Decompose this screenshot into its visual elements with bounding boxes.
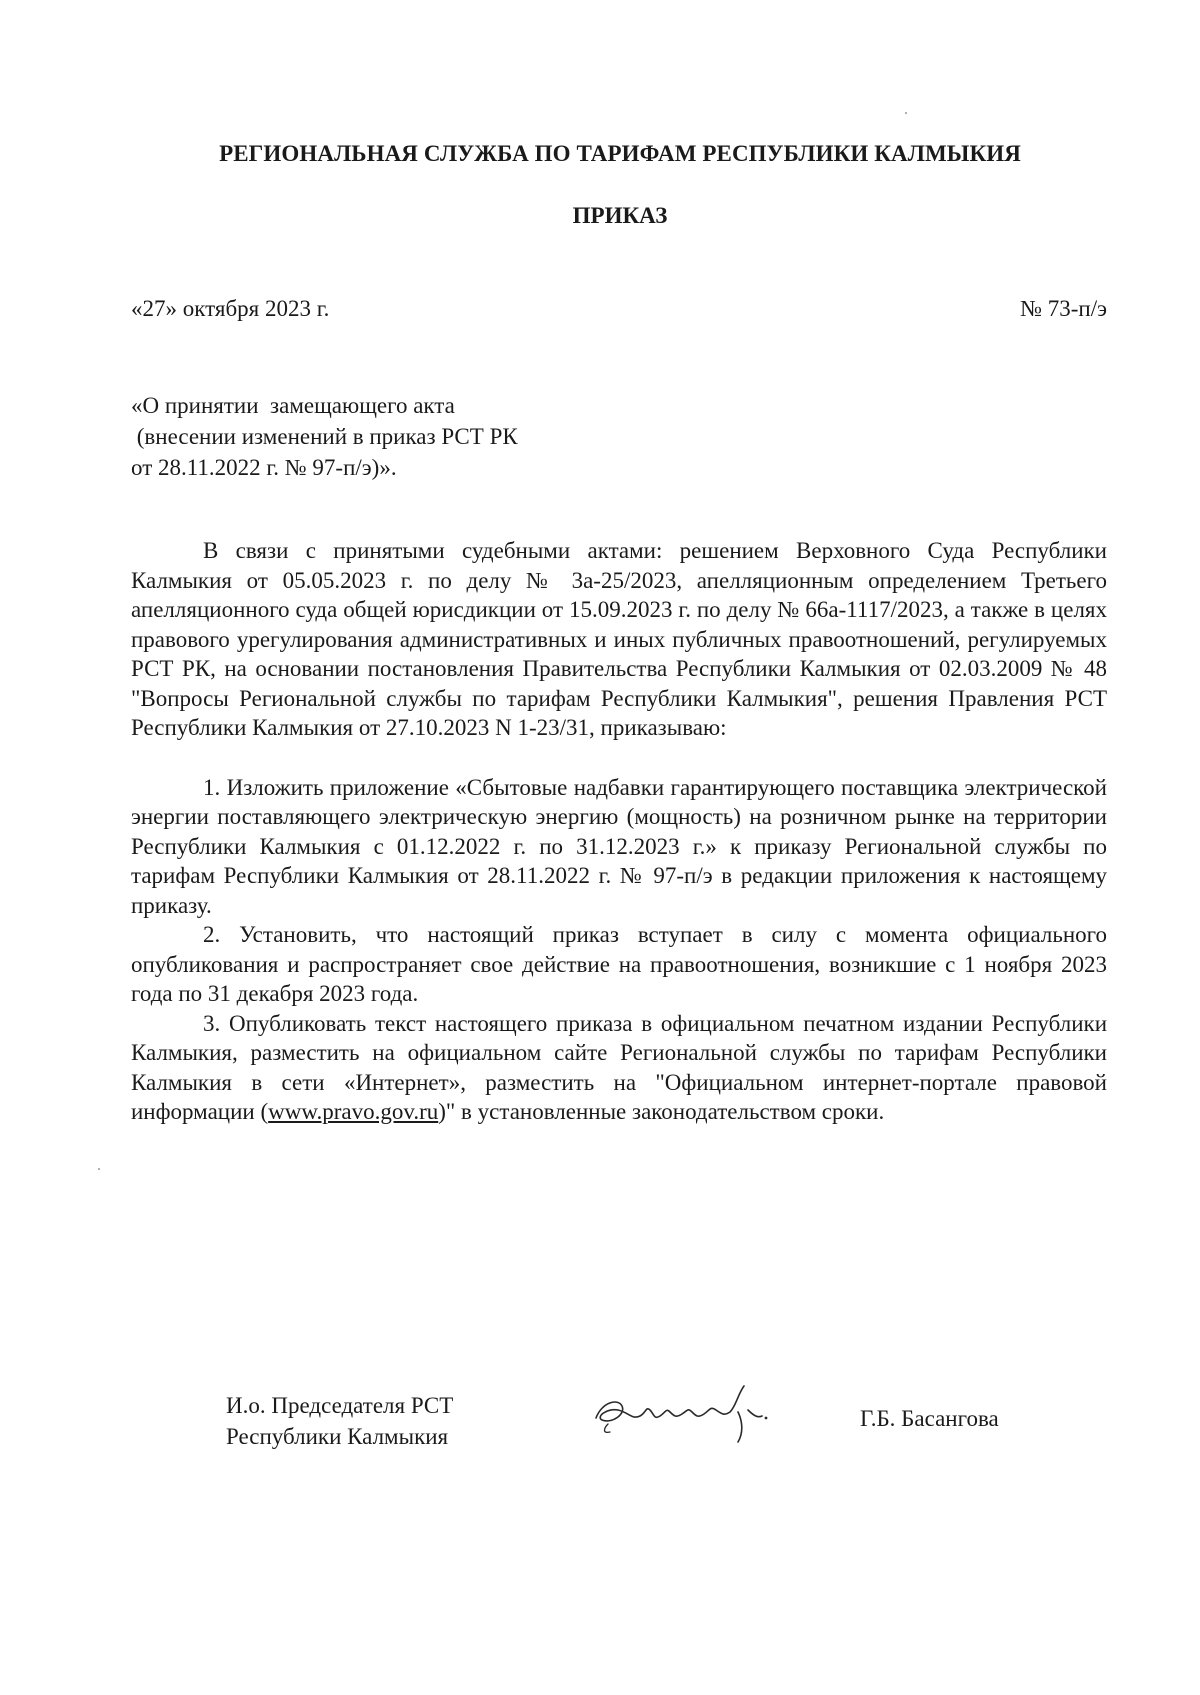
signatory-title-line: Республики Калмыкия	[226, 1424, 449, 1449]
pravo-gov-link[interactable]: www.pravo.gov.ru	[268, 1099, 439, 1124]
signatory-title-line: И.о. Председателя РСТ	[226, 1393, 454, 1418]
order-body	[131, 536, 1107, 1127]
scan-speck	[98, 1168, 100, 1170]
order-item-1: 1. Изложить приложение «Сбытовые надбавки гарантирующего поставщика электрической энергии поставляющего электрическую энергию (мощность) на розничном рынке на территории Республики Калмыкия с 01.12.2022 г. по 31.12.2023 г.» к приказу Региональной службы по тарифам Республики Калмыкия от 28.11.2022 г. № 97-п/э в редакции приложения к настоящему приказу.	[131, 774, 1107, 918]
document-type: ПРИКАЗ	[572, 203, 668, 228]
organization-title: РЕГИОНАЛЬНАЯ СЛУЖБА ПО ТАРИФАМ РЕСПУБЛИКИ КАЛМЫКИЯ	[219, 141, 1021, 166]
order-date: «27» октября 2023 г.	[131, 296, 330, 321]
subject-line: (внесении изменений в приказ РСТ РК	[131, 424, 518, 449]
signatory-name: Г.Б. Басангова	[860, 1406, 999, 1431]
order-subject	[131, 390, 518, 483]
preamble-paragraph: В связи с принятыми судебными актами: решением Верховного Суда Республики Калмыкия от 05.05.2023 г. по делу № 3а-25/2023, апелляционным определением Третьего апелляционного суда общей юрисдикции от 15.09.2023 г. по делу № 66а-1117/2023, а также в целях правового урегулирования административных и иных публичных правоотношений, регулируемых РСТ РК, на основании постановления Правительства Республики Калмыкия от 02.03.2009 № 48 "Вопросы Региональной службы по тарифам Республики Калмыкия", решения Правления РСТ Республики Калмыкия от 27.10.2023 N 1-23/31, приказываю:	[131, 538, 1107, 740]
handwritten-signature	[588, 1372, 798, 1452]
order-number: № 73-п/э	[1020, 296, 1107, 321]
subject-line: «О принятии замещающего акта	[131, 393, 455, 418]
order-item-2: 2. Установить, что настоящий приказ вступает в силу с момента официального опубликования и распространяет свое действие на правоотношения, возникшие с 1 ноября 2023 года по 31 декабря 2023 года.	[131, 922, 1107, 1006]
item-3-text-start: 3. Опубликовать текст настоящего приказа в официальном печатном издании Республики Калмыкия, разместить на официальном сайте Региональной службы по тарифам Республики Калмыкия в сети «Интернет», разместить на "Официальном интернет-портале правовой информации (	[131, 1010, 1107, 1124]
subject-line: от 28.11.2022 г. № 97-п/э)».	[131, 455, 397, 480]
item-3-text-end: )" в установленные законодательством сроки.	[438, 1099, 885, 1124]
signatory-title	[226, 1390, 453, 1452]
order-item-3	[131, 1009, 1107, 1127]
scan-speck	[905, 112, 907, 114]
